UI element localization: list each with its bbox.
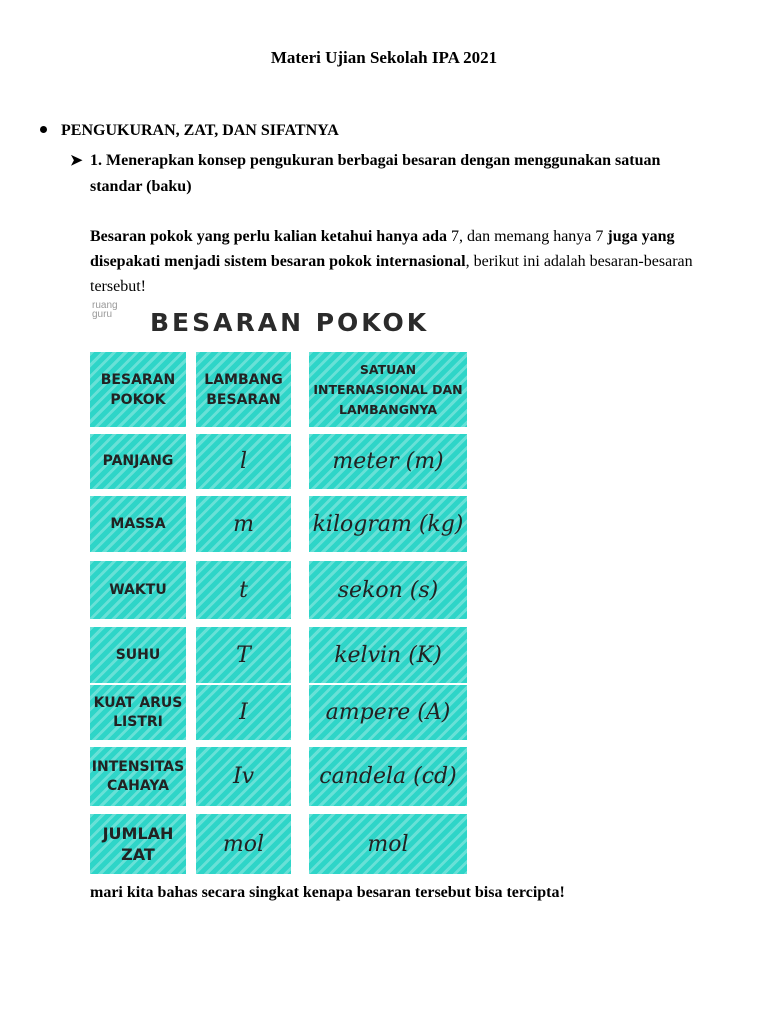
row-unit-cell [309,561,467,619]
row-unit-cell [309,434,467,489]
row-unit-cell [309,685,467,740]
subsection [70,148,710,200]
row-symbol: l [239,449,248,474]
row-name: JUMLAH ZAT [102,824,174,864]
row-symbol-cell [196,434,291,489]
paragraph-part3: juga yang disepakati menjadi sistem besaran pokok internasional [90,228,675,270]
header-satuan [309,352,467,427]
header-label: BESARAN POKOK [100,371,176,408]
row-unit-cell [309,627,467,683]
paragraph-count1: 7 [451,228,459,245]
row-name-cell [90,747,186,806]
arrow-bullet-icon: ➤ [70,153,83,169]
row-unit-cell [309,747,467,806]
row-symbol: I [239,700,248,725]
row-name-cell [90,496,186,552]
row-unit: candela (cd) [319,764,457,789]
paragraph-count2: 7 [595,228,604,245]
paragraph-part2: , dan memang hanya [459,228,596,245]
row-unit-cell [309,496,467,552]
row-unit: sekon (s) [337,577,439,603]
row-name: WAKTU [109,581,167,598]
row-symbol-cell [196,814,291,874]
ruangguru-logo [92,301,118,319]
row-symbol-cell [196,561,291,619]
row-unit: meter (m) [332,449,444,474]
row-unit-cell [309,814,467,874]
row-symbol-cell [196,685,291,740]
row-unit: kelvin (K) [334,642,442,668]
row-symbol: Iv [232,764,255,789]
row-name-cell [90,685,186,740]
logo-line-2: guru [92,309,113,320]
row-symbol: t [239,577,248,603]
intro-paragraph [90,224,740,299]
row-name: KUAT ARUS LISTRI [93,694,183,730]
row-unit: mol [367,831,409,857]
row-symbol-cell [196,627,291,683]
paragraph-part1: Besaran pokok yang perlu kalian ketahui hanya ada [90,228,451,245]
row-name-cell [90,561,186,619]
row-symbol: T [236,642,251,668]
row-name-cell [90,434,186,489]
row-name-cell [90,627,186,683]
header-besaran-pokok [90,352,186,427]
row-symbol-cell [196,747,291,806]
header-label: SATUAN INTERNASIONAL DAN LAMBANGNYA [313,361,463,417]
header-lambang [196,352,291,427]
row-unit: ampere (A) [325,700,451,725]
header-label: LAMBANG BESARAN [204,371,283,408]
section-bullet [40,122,339,140]
paragraph-part4: , berikut ini adalah besaran-besaran tersebut! [90,253,693,295]
row-symbol: m [233,511,254,537]
document-title: Materi Ujian Sekolah IPA 2021 [270,48,498,67]
row-name: PANJANG [102,453,174,469]
bullet-dot-icon [40,126,47,133]
row-name: SUHU [115,646,161,663]
row-name-cell [90,814,186,874]
row-name: INTENSITAS CAHAYA [91,758,185,794]
subsection-text: Menerapkan konsep pengukuran berbagai besaran dengan menggunakan satuan standar (baku) [90,152,661,195]
subsection-number: 1. [90,152,102,169]
row-unit: kilogram (kg) [312,511,464,537]
section-heading: PENGUKURAN, ZAT, DAN SIFATNYA [61,122,339,139]
row-name: MASSA [110,515,166,532]
row-symbol-cell [196,496,291,552]
closing-sentence: mari kita bahas secara singkat kenapa besaran tersebut bisa tercipta! [90,884,565,901]
logo-line-1: ruang [92,300,118,311]
row-symbol: mol [222,831,265,857]
infographic-title: BESARAN POKOK [150,308,430,337]
